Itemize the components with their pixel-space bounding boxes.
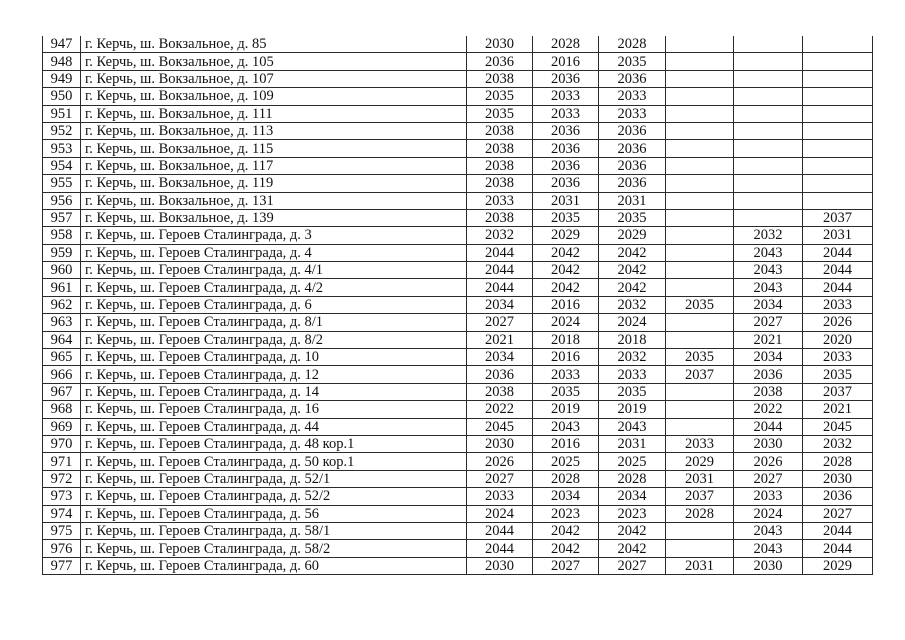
table-row bbox=[43, 53, 873, 70]
year-cell-1: 2026 bbox=[467, 453, 533, 470]
year-cell-5: 2043 bbox=[734, 279, 803, 296]
year-cell-2: 2025 bbox=[533, 453, 599, 470]
year-cell-4: 2035 bbox=[666, 296, 734, 313]
table-row bbox=[43, 157, 873, 174]
year-cell-3: 2036 bbox=[599, 175, 666, 192]
year-cell-1: 2021 bbox=[467, 331, 533, 348]
row-number: 961 bbox=[43, 279, 81, 296]
year-cell-5 bbox=[734, 140, 803, 157]
year-cell-4 bbox=[666, 140, 734, 157]
year-cell-3: 2036 bbox=[599, 140, 666, 157]
year-cell-6: 2027 bbox=[803, 505, 873, 522]
year-cell-6: 2030 bbox=[803, 470, 873, 487]
year-cell-6: 2020 bbox=[803, 331, 873, 348]
year-cell-5: 2024 bbox=[734, 505, 803, 522]
year-cell-5: 2043 bbox=[734, 262, 803, 279]
year-cell-6 bbox=[803, 36, 873, 53]
year-cell-5: 2038 bbox=[734, 383, 803, 400]
year-cell-3: 2033 bbox=[599, 105, 666, 122]
row-number: 948 bbox=[43, 53, 81, 70]
year-cell-1: 2038 bbox=[467, 209, 533, 226]
year-cell-3: 2019 bbox=[599, 401, 666, 418]
address-cell: г. Керчь, ш. Героев Сталинграда, д. 50 кор.1 bbox=[81, 453, 467, 470]
year-cell-4 bbox=[666, 209, 734, 226]
address-cell: г. Керчь, ш. Героев Сталинграда, д. 10 bbox=[81, 349, 467, 366]
table-row bbox=[43, 244, 873, 261]
year-cell-6: 2044 bbox=[803, 522, 873, 539]
address-cell: г. Керчь, ш. Вокзальное, д. 107 bbox=[81, 70, 467, 87]
year-cell-2: 2016 bbox=[533, 349, 599, 366]
row-number: 962 bbox=[43, 296, 81, 313]
address-cell: г. Керчь, ш. Вокзальное, д. 139 bbox=[81, 209, 467, 226]
table-row bbox=[43, 175, 873, 192]
year-cell-6: 2045 bbox=[803, 418, 873, 435]
row-number: 947 bbox=[43, 36, 81, 53]
year-cell-3: 2023 bbox=[599, 505, 666, 522]
year-cell-6: 2028 bbox=[803, 453, 873, 470]
year-cell-6: 2044 bbox=[803, 262, 873, 279]
table-row bbox=[43, 488, 873, 505]
row-number: 970 bbox=[43, 435, 81, 452]
year-cell-4: 2037 bbox=[666, 488, 734, 505]
year-cell-2: 2036 bbox=[533, 70, 599, 87]
table-row bbox=[43, 88, 873, 105]
year-cell-2: 2027 bbox=[533, 557, 599, 574]
year-cell-5: 2030 bbox=[734, 557, 803, 574]
table-row bbox=[43, 36, 873, 53]
year-cell-1: 2038 bbox=[467, 70, 533, 87]
year-cell-4 bbox=[666, 522, 734, 539]
year-cell-1: 2030 bbox=[467, 557, 533, 574]
year-cell-2: 2016 bbox=[533, 435, 599, 452]
year-cell-3: 2033 bbox=[599, 88, 666, 105]
year-cell-3: 2042 bbox=[599, 540, 666, 557]
year-cell-2: 2033 bbox=[533, 366, 599, 383]
table-row bbox=[43, 557, 873, 574]
year-cell-6: 2026 bbox=[803, 314, 873, 331]
address-cell: г. Керчь, ш. Героев Сталинграда, д. 60 bbox=[81, 557, 467, 574]
row-number: 959 bbox=[43, 244, 81, 261]
year-cell-1: 2044 bbox=[467, 279, 533, 296]
table-row bbox=[43, 470, 873, 487]
address-cell: г. Керчь, ш. Героев Сталинграда, д. 58/1 bbox=[81, 522, 467, 539]
year-cell-1: 2044 bbox=[467, 262, 533, 279]
year-cell-6: 2031 bbox=[803, 227, 873, 244]
year-cell-1: 2044 bbox=[467, 540, 533, 557]
year-cell-5 bbox=[734, 209, 803, 226]
year-cell-1: 2024 bbox=[467, 505, 533, 522]
year-cell-1: 2044 bbox=[467, 522, 533, 539]
address-cell: г. Керчь, ш. Героев Сталинграда, д. 3 bbox=[81, 227, 467, 244]
row-number: 966 bbox=[43, 366, 81, 383]
year-cell-4 bbox=[666, 383, 734, 400]
year-cell-5 bbox=[734, 122, 803, 139]
year-cell-4 bbox=[666, 540, 734, 557]
year-cell-4: 2029 bbox=[666, 453, 734, 470]
year-cell-6 bbox=[803, 157, 873, 174]
year-cell-1: 2038 bbox=[467, 383, 533, 400]
table-row bbox=[43, 279, 873, 296]
year-cell-4 bbox=[666, 175, 734, 192]
year-cell-3: 2043 bbox=[599, 418, 666, 435]
row-number: 951 bbox=[43, 105, 81, 122]
year-cell-1: 2044 bbox=[467, 244, 533, 261]
row-number: 950 bbox=[43, 88, 81, 105]
year-cell-3: 2042 bbox=[599, 262, 666, 279]
year-cell-2: 2028 bbox=[533, 470, 599, 487]
address-cell: г. Керчь, ш. Героев Сталинграда, д. 8/2 bbox=[81, 331, 467, 348]
address-cell: г. Керчь, ш. Героев Сталинграда, д. 14 bbox=[81, 383, 467, 400]
year-cell-3: 2036 bbox=[599, 157, 666, 174]
table-row bbox=[43, 505, 873, 522]
year-cell-6 bbox=[803, 88, 873, 105]
year-cell-2: 2016 bbox=[533, 53, 599, 70]
year-cell-1: 2034 bbox=[467, 296, 533, 313]
address-cell: г. Керчь, ш. Вокзальное, д. 85 bbox=[81, 36, 467, 53]
row-number: 969 bbox=[43, 418, 81, 435]
year-cell-6 bbox=[803, 53, 873, 70]
row-number: 953 bbox=[43, 140, 81, 157]
year-cell-2: 2023 bbox=[533, 505, 599, 522]
address-cell: г. Керчь, ш. Вокзальное, д. 113 bbox=[81, 122, 467, 139]
address-cell: г. Керчь, ш. Героев Сталинграда, д. 8/1 bbox=[81, 314, 467, 331]
year-cell-4: 2031 bbox=[666, 557, 734, 574]
year-cell-6 bbox=[803, 140, 873, 157]
year-cell-6: 2037 bbox=[803, 383, 873, 400]
year-cell-4 bbox=[666, 105, 734, 122]
year-cell-3: 2031 bbox=[599, 192, 666, 209]
year-cell-2: 2033 bbox=[533, 105, 599, 122]
year-cell-1: 2036 bbox=[467, 53, 533, 70]
year-cell-5: 2022 bbox=[734, 401, 803, 418]
year-cell-1: 2045 bbox=[467, 418, 533, 435]
year-cell-5: 2034 bbox=[734, 296, 803, 313]
year-cell-2: 2042 bbox=[533, 279, 599, 296]
address-cell: г. Керчь, ш. Героев Сталинграда, д. 4/1 bbox=[81, 262, 467, 279]
row-number: 955 bbox=[43, 175, 81, 192]
table-row bbox=[43, 140, 873, 157]
year-cell-5: 2027 bbox=[734, 470, 803, 487]
year-cell-1: 2038 bbox=[467, 157, 533, 174]
table-row bbox=[43, 105, 873, 122]
year-cell-1: 2033 bbox=[467, 192, 533, 209]
year-cell-2: 2036 bbox=[533, 175, 599, 192]
row-number: 976 bbox=[43, 540, 81, 557]
year-cell-1: 2034 bbox=[467, 349, 533, 366]
year-cell-5: 2043 bbox=[734, 244, 803, 261]
year-cell-3: 2042 bbox=[599, 244, 666, 261]
year-cell-3: 2025 bbox=[599, 453, 666, 470]
year-cell-6: 2035 bbox=[803, 366, 873, 383]
year-cell-6 bbox=[803, 192, 873, 209]
year-cell-4 bbox=[666, 70, 734, 87]
table-row bbox=[43, 331, 873, 348]
row-number: 956 bbox=[43, 192, 81, 209]
table-body bbox=[43, 36, 873, 575]
year-cell-2: 2029 bbox=[533, 227, 599, 244]
address-cell: г. Керчь, ш. Вокзальное, д. 109 bbox=[81, 88, 467, 105]
year-cell-4 bbox=[666, 192, 734, 209]
year-cell-2: 2018 bbox=[533, 331, 599, 348]
year-cell-5 bbox=[734, 192, 803, 209]
year-cell-3: 2028 bbox=[599, 470, 666, 487]
row-number: 977 bbox=[43, 557, 81, 574]
year-cell-4: 2033 bbox=[666, 435, 734, 452]
address-cell: г. Керчь, ш. Героев Сталинграда, д. 44 bbox=[81, 418, 467, 435]
row-number: 960 bbox=[43, 262, 81, 279]
year-cell-2: 2043 bbox=[533, 418, 599, 435]
year-cell-4: 2037 bbox=[666, 366, 734, 383]
row-number: 964 bbox=[43, 331, 81, 348]
table-row bbox=[43, 435, 873, 452]
year-cell-6: 2029 bbox=[803, 557, 873, 574]
year-cell-5 bbox=[734, 70, 803, 87]
year-cell-3: 2035 bbox=[599, 53, 666, 70]
year-cell-6: 2021 bbox=[803, 401, 873, 418]
year-cell-1: 2030 bbox=[467, 36, 533, 53]
year-cell-5: 2021 bbox=[734, 331, 803, 348]
year-cell-3: 2042 bbox=[599, 279, 666, 296]
year-cell-4 bbox=[666, 331, 734, 348]
address-cell: г. Керчь, ш. Героев Сталинграда, д. 58/2 bbox=[81, 540, 467, 557]
table-row bbox=[43, 366, 873, 383]
year-cell-1: 2038 bbox=[467, 140, 533, 157]
year-cell-6: 2044 bbox=[803, 540, 873, 557]
year-cell-5: 2026 bbox=[734, 453, 803, 470]
year-cell-2: 2036 bbox=[533, 157, 599, 174]
repair-schedule-table bbox=[42, 36, 873, 575]
year-cell-4 bbox=[666, 122, 734, 139]
address-cell: г. Керчь, ш. Вокзальное, д. 115 bbox=[81, 140, 467, 157]
year-cell-6: 2033 bbox=[803, 349, 873, 366]
address-cell: г. Керчь, ш. Вокзальное, д. 131 bbox=[81, 192, 467, 209]
year-cell-2: 2036 bbox=[533, 140, 599, 157]
table-row bbox=[43, 296, 873, 313]
year-cell-1: 2022 bbox=[467, 401, 533, 418]
year-cell-1: 2036 bbox=[467, 366, 533, 383]
table-row bbox=[43, 453, 873, 470]
year-cell-5: 2027 bbox=[734, 314, 803, 331]
year-cell-6: 2033 bbox=[803, 296, 873, 313]
year-cell-2: 2042 bbox=[533, 522, 599, 539]
row-number: 949 bbox=[43, 70, 81, 87]
year-cell-4 bbox=[666, 88, 734, 105]
year-cell-5: 2032 bbox=[734, 227, 803, 244]
year-cell-6 bbox=[803, 70, 873, 87]
year-cell-2: 2035 bbox=[533, 209, 599, 226]
table-row bbox=[43, 522, 873, 539]
address-cell: г. Керчь, ш. Героев Сталинграда, д. 6 bbox=[81, 296, 467, 313]
year-cell-2: 2031 bbox=[533, 192, 599, 209]
year-cell-6: 2037 bbox=[803, 209, 873, 226]
row-number: 973 bbox=[43, 488, 81, 505]
table-row bbox=[43, 349, 873, 366]
table-row bbox=[43, 227, 873, 244]
year-cell-3: 2028 bbox=[599, 36, 666, 53]
year-cell-4 bbox=[666, 401, 734, 418]
year-cell-6 bbox=[803, 105, 873, 122]
address-cell: г. Керчь, ш. Вокзальное, д. 119 bbox=[81, 175, 467, 192]
year-cell-5: 2036 bbox=[734, 366, 803, 383]
year-cell-3: 2032 bbox=[599, 349, 666, 366]
address-cell: г. Керчь, ш. Героев Сталинграда, д. 12 bbox=[81, 366, 467, 383]
table-row bbox=[43, 209, 873, 226]
year-cell-6: 2032 bbox=[803, 435, 873, 452]
year-cell-4: 2028 bbox=[666, 505, 734, 522]
address-cell: г. Керчь, ш. Героев Сталинграда, д. 48 кор.1 bbox=[81, 435, 467, 452]
year-cell-1: 2035 bbox=[467, 105, 533, 122]
row-number: 957 bbox=[43, 209, 81, 226]
year-cell-5: 2033 bbox=[734, 488, 803, 505]
row-number: 971 bbox=[43, 453, 81, 470]
address-cell: г. Керчь, ш. Вокзальное, д. 111 bbox=[81, 105, 467, 122]
year-cell-5: 2030 bbox=[734, 435, 803, 452]
address-cell: г. Керчь, ш. Героев Сталинграда, д. 52/2 bbox=[81, 488, 467, 505]
year-cell-4: 2031 bbox=[666, 470, 734, 487]
year-cell-5: 2043 bbox=[734, 540, 803, 557]
table-row bbox=[43, 192, 873, 209]
row-number: 963 bbox=[43, 314, 81, 331]
year-cell-4 bbox=[666, 157, 734, 174]
year-cell-1: 2038 bbox=[467, 175, 533, 192]
table-row bbox=[43, 540, 873, 557]
table-row bbox=[43, 70, 873, 87]
year-cell-3: 2036 bbox=[599, 70, 666, 87]
year-cell-3: 2036 bbox=[599, 122, 666, 139]
table-row bbox=[43, 383, 873, 400]
year-cell-3: 2035 bbox=[599, 383, 666, 400]
year-cell-5 bbox=[734, 157, 803, 174]
year-cell-3: 2034 bbox=[599, 488, 666, 505]
year-cell-5 bbox=[734, 36, 803, 53]
row-number: 952 bbox=[43, 122, 81, 139]
year-cell-4 bbox=[666, 262, 734, 279]
table-row bbox=[43, 314, 873, 331]
address-cell: г. Керчь, ш. Героев Сталинграда, д. 4 bbox=[81, 244, 467, 261]
year-cell-4 bbox=[666, 418, 734, 435]
year-cell-2: 2036 bbox=[533, 122, 599, 139]
year-cell-2: 2034 bbox=[533, 488, 599, 505]
year-cell-3: 2024 bbox=[599, 314, 666, 331]
year-cell-4 bbox=[666, 314, 734, 331]
year-cell-4 bbox=[666, 227, 734, 244]
year-cell-3: 2031 bbox=[599, 435, 666, 452]
year-cell-4: 2035 bbox=[666, 349, 734, 366]
year-cell-6: 2044 bbox=[803, 244, 873, 261]
year-cell-1: 2027 bbox=[467, 470, 533, 487]
table-row bbox=[43, 122, 873, 139]
year-cell-5 bbox=[734, 88, 803, 105]
year-cell-5: 2034 bbox=[734, 349, 803, 366]
year-cell-4 bbox=[666, 36, 734, 53]
year-cell-5 bbox=[734, 105, 803, 122]
row-number: 974 bbox=[43, 505, 81, 522]
year-cell-1: 2027 bbox=[467, 314, 533, 331]
address-cell: г. Керчь, ш. Вокзальное, д. 117 bbox=[81, 157, 467, 174]
year-cell-1: 2030 bbox=[467, 435, 533, 452]
year-cell-3: 2032 bbox=[599, 296, 666, 313]
address-cell: г. Керчь, ш. Вокзальное, д. 105 bbox=[81, 53, 467, 70]
year-cell-2: 2024 bbox=[533, 314, 599, 331]
year-cell-1: 2035 bbox=[467, 88, 533, 105]
table-row bbox=[43, 401, 873, 418]
year-cell-6 bbox=[803, 122, 873, 139]
year-cell-2: 2033 bbox=[533, 88, 599, 105]
year-cell-3: 2033 bbox=[599, 366, 666, 383]
year-cell-5 bbox=[734, 175, 803, 192]
year-cell-2: 2042 bbox=[533, 262, 599, 279]
year-cell-3: 2027 bbox=[599, 557, 666, 574]
row-number: 965 bbox=[43, 349, 81, 366]
row-number: 967 bbox=[43, 383, 81, 400]
row-number: 968 bbox=[43, 401, 81, 418]
year-cell-3: 2042 bbox=[599, 522, 666, 539]
row-number: 975 bbox=[43, 522, 81, 539]
year-cell-1: 2032 bbox=[467, 227, 533, 244]
year-cell-3: 2029 bbox=[599, 227, 666, 244]
year-cell-2: 2028 bbox=[533, 36, 599, 53]
year-cell-4 bbox=[666, 53, 734, 70]
year-cell-5: 2044 bbox=[734, 418, 803, 435]
year-cell-2: 2035 bbox=[533, 383, 599, 400]
year-cell-2: 2019 bbox=[533, 401, 599, 418]
address-cell: г. Керчь, ш. Героев Сталинграда, д. 16 bbox=[81, 401, 467, 418]
address-cell: г. Керчь, ш. Героев Сталинграда, д. 56 bbox=[81, 505, 467, 522]
table-row bbox=[43, 418, 873, 435]
year-cell-2: 2042 bbox=[533, 540, 599, 557]
row-number: 972 bbox=[43, 470, 81, 487]
year-cell-5 bbox=[734, 53, 803, 70]
year-cell-1: 2033 bbox=[467, 488, 533, 505]
year-cell-1: 2038 bbox=[467, 122, 533, 139]
year-cell-3: 2035 bbox=[599, 209, 666, 226]
year-cell-2: 2016 bbox=[533, 296, 599, 313]
year-cell-4 bbox=[666, 244, 734, 261]
row-number: 954 bbox=[43, 157, 81, 174]
row-number: 958 bbox=[43, 227, 81, 244]
year-cell-5: 2043 bbox=[734, 522, 803, 539]
address-cell: г. Керчь, ш. Героев Сталинграда, д. 52/1 bbox=[81, 470, 467, 487]
address-cell: г. Керчь, ш. Героев Сталинграда, д. 4/2 bbox=[81, 279, 467, 296]
year-cell-4 bbox=[666, 279, 734, 296]
year-cell-6: 2044 bbox=[803, 279, 873, 296]
year-cell-6 bbox=[803, 175, 873, 192]
year-cell-2: 2042 bbox=[533, 244, 599, 261]
table-row bbox=[43, 262, 873, 279]
year-cell-3: 2018 bbox=[599, 331, 666, 348]
year-cell-6: 2036 bbox=[803, 488, 873, 505]
